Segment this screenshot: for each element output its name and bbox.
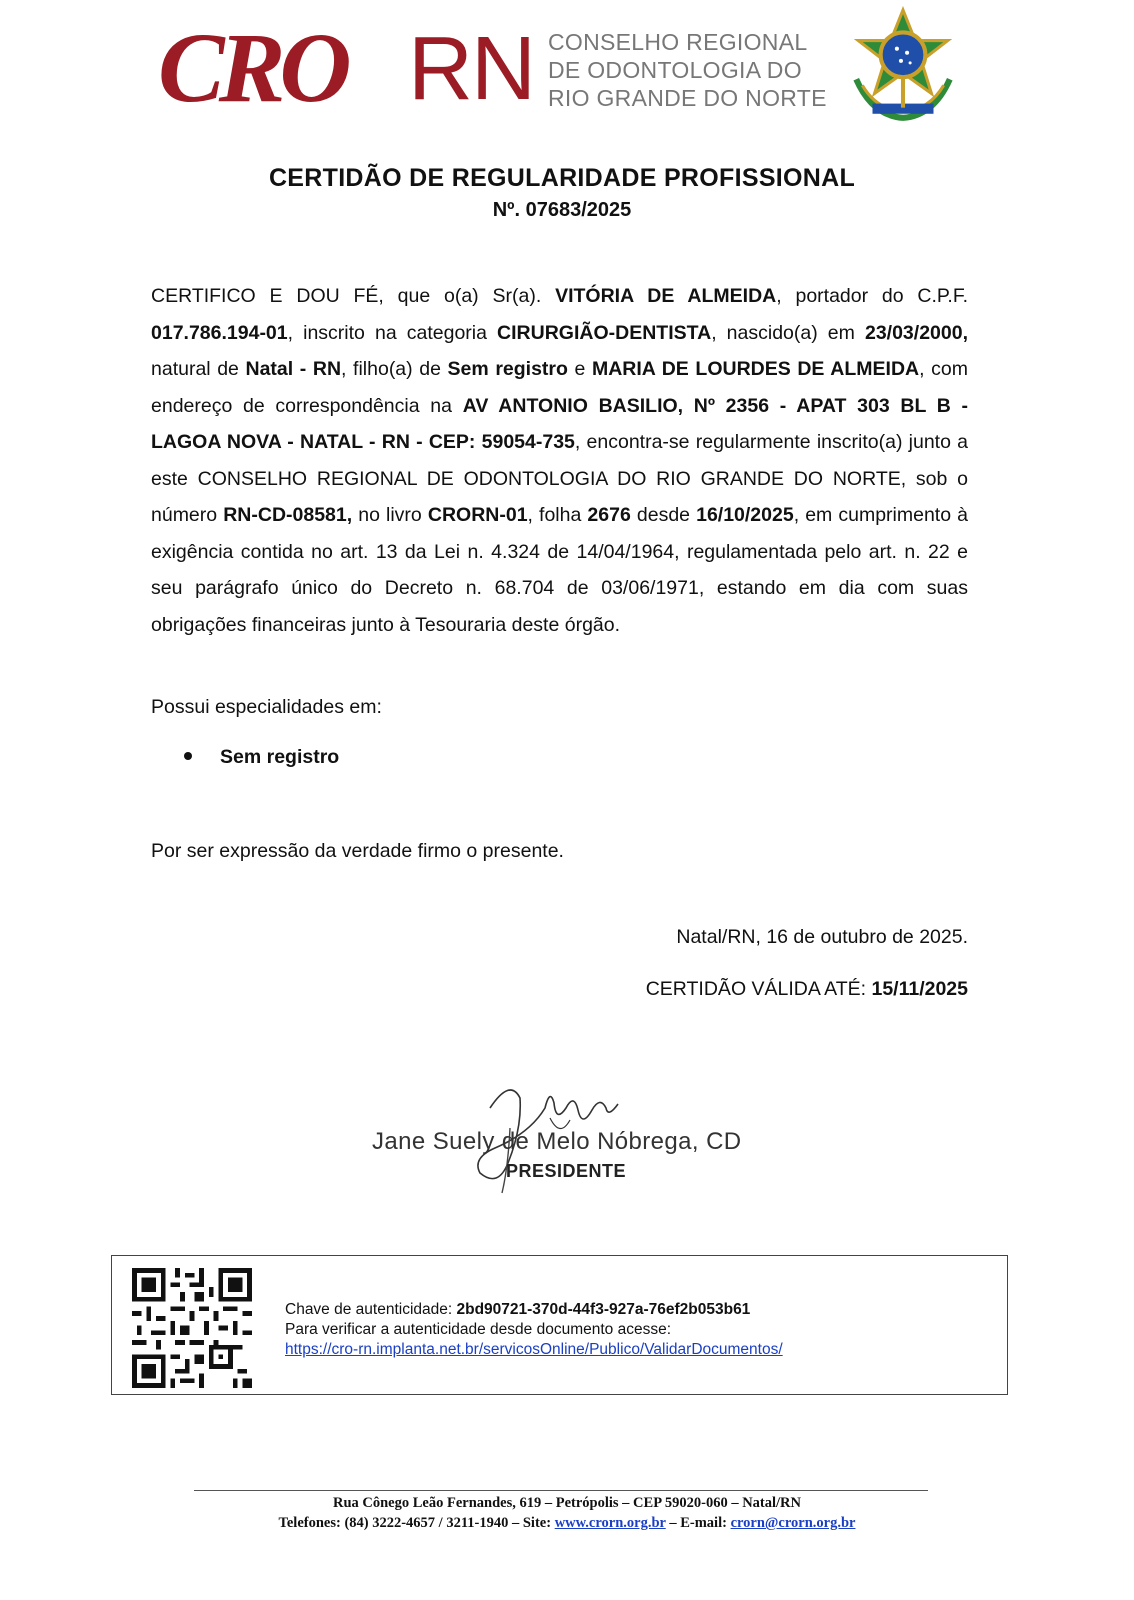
holder-mother: MARIA DE LOURDES DE ALMEIDA [591, 358, 920, 380]
council-line-1: CONSELHO REGIONAL [548, 29, 808, 55]
bullet-icon [184, 752, 192, 760]
footer-phones: Telefones: (84) 3222-4657 / 3211-1940 – Site: [278, 1515, 555, 1531]
body-text: natural de [151, 358, 246, 380]
validity-label: CERTIDÃO VÁLIDA ATÉ: [645, 978, 872, 1000]
holder-name: VITÓRIA DE ALMEIDA [555, 285, 777, 307]
body-text: e [567, 358, 592, 380]
place-date: Natal/RN, 16 de outubro de 2025. [676, 926, 968, 948]
authentication-text [285, 1300, 783, 1360]
body-text: , filho(a) de [341, 358, 448, 380]
holder-cpf: 017.786.194-01 [151, 321, 288, 344]
header [0, 0, 1134, 140]
council-name [548, 28, 827, 112]
closing-statement: Por ser expressão da verdade firmo o presente. [151, 840, 564, 862]
footer-contacts [0, 1513, 1134, 1533]
rn-logo: RN [408, 19, 534, 119]
specialty-item: Sem registro [220, 746, 340, 768]
holder-father: Sem registro [447, 358, 568, 380]
body-text: , em cumprimento à exigência contida no art. 13 da Lei n. 4.324 de 14/04/1964, regulamentada pelo art. n. 22 e seu parágrafo único do Decreto n. 68.704 de 03/06/1971, estando em dia com suas obrigações financeiras junto à Tesouraria deste órgão. [151, 504, 968, 636]
body-text: desde [630, 504, 697, 526]
validation-link[interactable]: https://cro-rn.implanta.net.br/servicosOnline/Publico/ValidarDocumentos/ [285, 1341, 783, 1358]
brazil-coat-of-arms-icon [842, 6, 964, 128]
council-line-2: DE ODONTOLOGIA DO [548, 57, 802, 83]
body-text: , nascido(a) em [711, 321, 865, 344]
authentication-box [111, 1255, 1008, 1395]
verify-instructions: Para verificar a autenticidade desde documento acesse: [285, 1321, 672, 1338]
qr-code-icon[interactable] [132, 1268, 252, 1388]
certificate-body [151, 278, 968, 643]
validity [646, 978, 968, 1001]
site-link[interactable]: www.crorn.org.br [554, 1515, 666, 1531]
holder-category: CIRURGIÃO-DENTISTA [497, 321, 712, 344]
holder-birthplace: Natal - RN [245, 358, 342, 380]
body-text: , com endereço de correspondência na [151, 358, 968, 417]
specialties-intro: Possui especialidades em: [151, 696, 382, 718]
body-text: no livro [352, 504, 428, 526]
authenticity-key-label: Chave de autenticidade: [285, 1301, 457, 1318]
footer-address: Rua Cônego Leão Fernandes, 619 – Petrópolis – CEP 59020-060 – Natal/RN [332, 1495, 801, 1511]
footer [0, 1493, 1134, 1533]
signer-role: PRESIDENTE [506, 1161, 627, 1181]
registry-book: CRORN-01 [427, 504, 528, 526]
validity-date: 15/11/2025 [871, 978, 968, 1000]
document-title: CERTIDÃO DE REGULARIDADE PROFISSIONAL [268, 164, 856, 192]
email-link[interactable]: crorn@crorn.org.br [730, 1515, 856, 1531]
body-text: , folha [527, 504, 588, 526]
document-number: Nº. 07683/2025 [492, 199, 632, 221]
registry-page: 2676 [587, 504, 631, 526]
footer-divider [194, 1490, 928, 1491]
body-text: , encontra-se regularmente inscrito(a) junto a este CONSELHO REGIONAL DE ODONTOLOGIA DO RIO GRANDE DO NORTE, sob o número [151, 431, 969, 526]
registration-since: 16/10/2025 [696, 504, 794, 526]
council-line-3: RIO GRANDE DO NORTE [548, 85, 827, 111]
body-text: , inscrito na categoria [287, 321, 498, 344]
footer-email-label: – E-mail: [665, 1515, 731, 1531]
registration-number: RN-CD-08581, [223, 504, 353, 526]
holder-address: AV ANTONIO BASILIO, Nº 2356 - APAT 303 BL B - LAGOA NOVA - NATAL - RN - CEP: 59054-735 [151, 394, 968, 453]
cro-logo: CRO [158, 12, 346, 123]
body-text: CERTIFICO E DOU FÉ, que o(a) Sr(a). [151, 285, 556, 307]
authenticity-key-row [285, 1300, 783, 1320]
signer-name: Jane Suely de Melo Nóbrega, CD [372, 1128, 742, 1155]
holder-birth-date: 23/03/2000, [864, 321, 968, 344]
authenticity-key: 2bd90721-370d-44f3-927a-76ef2b053b61 [456, 1301, 751, 1318]
body-text: , portador do C.P.F. [776, 285, 969, 307]
